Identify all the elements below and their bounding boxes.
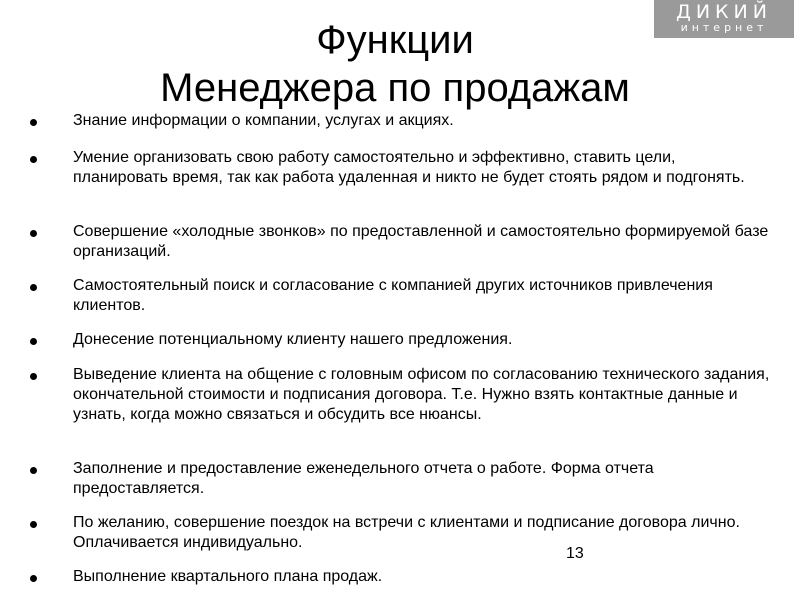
bullet-icon bbox=[30, 338, 37, 345]
list-item-text: Донесение потенциальному клиенту нашего предложения. bbox=[73, 331, 513, 348]
list-item-text: Умение организовать свою работу самостоятельно и эффективно, ставить цели, планировать время, так как работа удаленная и никто не будет стоять рядом и подгонять. bbox=[73, 149, 745, 186]
list-item-text: Совершение «холодные звонков» по предоставленной и самостоятельно формируемой базе организаций. bbox=[73, 223, 769, 260]
bullet-icon bbox=[30, 521, 37, 528]
bullet-icon bbox=[30, 119, 37, 126]
bullet-icon bbox=[30, 373, 37, 380]
list-item-text: Выведение клиента на общение с головным офисом по согласованию технического задания, окончательной стоимости и подписания договора. Т.е. Нужно взять контактные данные и узнать, когда можно связаться и обсудить все нюансы. bbox=[73, 366, 770, 423]
bullet-icon bbox=[30, 156, 37, 163]
logo-main-text: ДИКИЙ bbox=[676, 1, 772, 23]
page-title-line-1: Функции bbox=[316, 18, 474, 62]
bullet-icon bbox=[30, 575, 37, 582]
bullet-icon bbox=[30, 467, 37, 474]
page-title-line-2: Менеджера по продажам bbox=[160, 66, 630, 110]
list-item-text: Самостоятельный поиск и согласование с компанией других источников привлечения клиентов. bbox=[73, 277, 713, 314]
bullet-icon bbox=[30, 230, 37, 237]
list-item-text: По желанию, совершение поездок на встречи с клиентами и подписание договора лично. Оплачивается индивидуально. bbox=[73, 514, 740, 551]
bullet-icon bbox=[30, 284, 37, 291]
page-number: 13 bbox=[566, 545, 584, 562]
logo-sub-text: интернет bbox=[680, 21, 768, 34]
list-item-text: Выполнение квартального плана продаж. bbox=[73, 568, 383, 585]
list-item-text: Заполнение и предоставление еженедельного отчета о работе. Форма отчета предоставляется. bbox=[73, 460, 654, 497]
list-item-text: Знание информации о компании, услугах и акциях. bbox=[73, 112, 454, 129]
